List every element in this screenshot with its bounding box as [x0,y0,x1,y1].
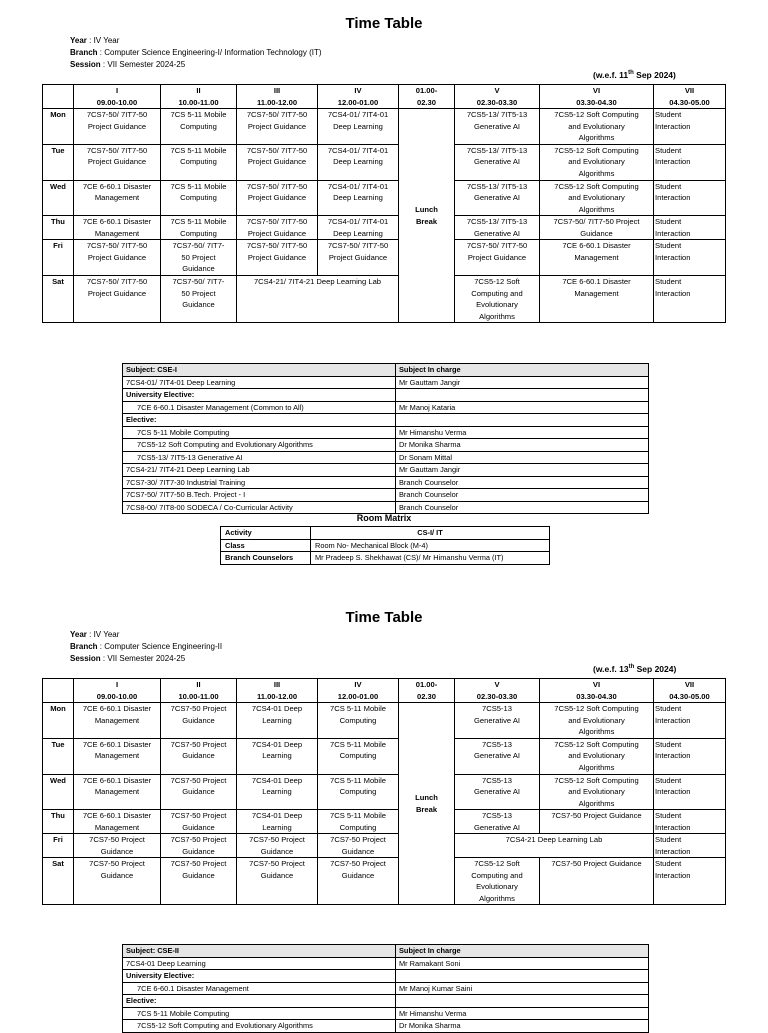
subject-name: 7CS 5-11 Mobile Computing [123,1007,396,1020]
subject-table-2 [122,944,649,1033]
period-cell: 7CS5-13 Generative AI [455,810,540,834]
subject-incharge: Dr Monika Sharma [396,439,649,452]
year-value: : IV Year [86,630,120,639]
subject-name: 7CS4-01/ 7IT4-01 Deep Learning [123,376,396,389]
subject-incharge [396,414,649,427]
subject-row [123,995,649,1008]
table-row [43,774,726,810]
period-cell: 7CE 6-60.1 Disaster Management [74,180,161,216]
subject-row [123,476,649,489]
subject-incharge: Mr Himanshu Verma [396,1007,649,1020]
period-header: VI 03.30-04.30 [540,679,654,703]
period-header: VI 03.30-04.30 [540,85,654,109]
period-cell: 7CS4-01/ 7IT4-01 Deep Learning [318,109,399,145]
subject-header-row [123,945,649,958]
subject-incharge: Dr Sonam Mittal [396,451,649,464]
subject-row [123,1020,649,1033]
period-cell: 7CS7-50 Project Guidance [161,738,237,774]
subject-row [123,451,649,464]
period-cell: 7CS5-12 Soft Computing and Evolutionary Algorithms [455,858,540,905]
table-row [43,810,726,834]
subject-incharge: Mr Gauttam Jangir [396,464,649,477]
period-cell: 7CS 5-11 Mobile Computing [318,774,399,810]
period-cell: 7CE 6-60.1 Disaster Management [540,240,654,276]
table-row [43,858,726,905]
subject-name: 7CS 5-11 Mobile Computing [123,426,396,439]
period-cell: 7CE 6-60.1 Disaster Management [74,216,161,240]
subject-row [123,501,649,514]
period-cell: 7CS7-50 Project Guidance [540,810,654,834]
period-cell: 7CS5-12 Soft Computing and Evolutionary Algorithms [540,774,654,810]
period-cell: 7CS 5-11 Mobile Computing [161,180,237,216]
subject-row [123,376,649,389]
table-row [43,109,726,145]
subject-name: University Elective: [123,389,396,402]
period-cell: 7CS7-50/ 7IT7-50 Project Guidance [237,240,318,276]
year-label: Year [70,36,87,45]
room-activity-value: CS-I/ IT [311,527,550,540]
subject-row [123,414,649,427]
period-cell: 7CS7-50/ 7IT7-50 Project Guidance [237,109,318,145]
session-label: Session [70,654,101,663]
table-row [43,180,726,216]
lunch-break-cell: Lunch Break [399,109,455,323]
period-cell: 7CS7-50/ 7IT7-50 Project Guidance [237,216,318,240]
period-header: VII 04.30-05.00 [654,85,726,109]
period-header: II 10.00-11.00 [161,679,237,703]
period-cell: 7CS7-50 Project Guidance [237,858,318,905]
page-title-1: Time Table [345,15,423,32]
period-cell: 7CS 5-11 Mobile Computing [318,703,399,739]
subject-incharge: Branch Counselor [396,489,649,502]
period-cell: 7CE 6-60.1 Disaster Management [74,774,161,810]
subject-name: 7CE 6-60.1 Disaster Management [123,982,396,995]
period-cell: 7CS7-50/ 7IT7-50 Project Guidance [74,109,161,145]
lab-cell: 7CS4-21/ 7IT4-21 Deep Learning Lab [237,276,399,323]
year-value: : IV Year [86,36,120,45]
period-header: IV 12.00-01.00 [318,85,399,109]
subject-column-header: Subject: CSE-II [123,945,396,958]
period-cell: 7CS7-50 Project Guidance [161,810,237,834]
branch-label: Branch [70,642,98,651]
period-cell: 7CE 6-60.1 Disaster Management [74,703,161,739]
day-cell: Tue [43,144,74,180]
room-activity-label: Activity [221,527,311,540]
period-cell: 7CS7-50/ 7IT7-50 Project Guidance [74,276,161,323]
student-interaction-cell: Student Interaction [654,216,726,240]
subject-incharge [396,995,649,1008]
subject-row [123,401,649,414]
day-cell: Thu [43,216,74,240]
subject-row [123,957,649,970]
period-cell: 7CS7-50/ 7IT7-50 Project Guidance [237,180,318,216]
timetable-2 [42,678,726,905]
day-cell: Wed [43,180,74,216]
timetable-1 [42,84,726,323]
student-interaction-cell: Student Interaction [654,276,726,323]
period-cell: 7CS4-01 Deep Learning [237,703,318,739]
period-cell: 7CS4-01 Deep Learning [237,774,318,810]
subject-name: 7CS5-12 Soft Computing and Evolutionary Algorithms [123,1020,396,1033]
day-cell: Mon [43,109,74,145]
period-header: VII 04.30-05.00 [654,679,726,703]
subject-row [123,489,649,502]
table-row [43,738,726,774]
table-row [43,703,726,739]
subject-table-1 [122,363,649,514]
period-cell: 7CS7-50 Project Guidance [318,834,399,858]
subject-incharge [396,389,649,402]
period-header: I 09.00-10.00 [74,679,161,703]
period-cell: 7CS5-12 Soft Computing and Evolutionary Algorithms [540,738,654,774]
period-cell: 7CS4-01 Deep Learning [237,738,318,774]
branch-label: Branch [70,48,98,57]
session-label: Session [70,60,101,69]
session-value: : VII Semester 2024-25 [100,654,186,663]
period-cell: 7CS5-12 Soft Computing and Evolutionary Algorithms [540,109,654,145]
room-counselor-value: Mr Pradeep S. Shekhawat (CS)/ Mr Himanshu Verma (IT) [311,552,550,565]
period-cell: 7CS 5-11 Mobile Computing [318,810,399,834]
period-cell: 7CS4-01/ 7IT4-01 Deep Learning [318,144,399,180]
student-interaction-cell: Student Interaction [654,144,726,180]
subject-row [123,389,649,402]
subject-name: 7CS8-00/ 7IT8-00 SODECA / Co-Curricular Activity [123,501,396,514]
period-header: II 10.00-11.00 [161,85,237,109]
period-cell: 7CS7-50/ 7IT7-50 Project Guidance [455,240,540,276]
period-cell: 7CS4-01/ 7IT4-01 Deep Learning [318,180,399,216]
student-interaction-cell: Student Interaction [654,834,726,858]
period-cell: 7CS7-50/ 7IT7-50 Project Guidance [237,144,318,180]
period-cell: 7CS7-50 Project Guidance [161,834,237,858]
period-cell: 7CS 5-11 Mobile Computing [161,144,237,180]
period-cell: 7CS7-50 Project Guidance [161,858,237,905]
period-cell: 7CS7-50/ 7IT7- 50 Project Guidance [161,240,237,276]
subject-row [123,982,649,995]
subject-row [123,439,649,452]
period-header: 01.00- 02.30 [399,85,455,109]
table-row [43,216,726,240]
subject-incharge: Mr Manoj Kataria [396,401,649,414]
subject-name: Elective: [123,995,396,1008]
period-cell: 7CS 5-11 Mobile Computing [161,109,237,145]
subject-incharge: Dr Monika Sharma [396,1020,649,1033]
branch-value: : Computer Science Engineering-II [97,642,223,651]
room-counselor-label: Branch Counselors [221,552,311,565]
corner-cell [43,85,74,109]
day-cell: Fri [43,834,74,858]
period-cell: 7CS7-50 Project Guidance [540,858,654,905]
period-cell: 7CS7-50/ 7IT7- 50 Project Guidance [161,276,237,323]
room-matrix-table [220,526,550,565]
corner-cell [43,679,74,703]
period-cell: 7CS7-50 Project Guidance [161,774,237,810]
period-cell: 7CS4-01/ 7IT4-01 Deep Learning [318,216,399,240]
subject-incharge: Branch Counselor [396,501,649,514]
period-cell: 7CS5-13 Generative AI [455,774,540,810]
effective-date-2: (w.e.f. 13th Sep 2024) [593,664,677,674]
period-cell: 7CS7-50/ 7IT7-50 Project Guidance [74,144,161,180]
lab-cell: 7CS4-21 Deep Learning Lab [455,834,654,858]
subject-incharge [396,970,649,983]
header-info-2 [70,629,222,665]
student-interaction-cell: Student Interaction [654,240,726,276]
period-header-row [43,85,726,109]
period-header: I 09.00-10.00 [74,85,161,109]
period-cell: 7CS5-12 Soft Computing and Evolutionary Algorithms [540,144,654,180]
student-interaction-cell: Student Interaction [654,810,726,834]
subject-name: Elective: [123,414,396,427]
period-cell: 7CS7-50/ 7IT7-50 Project Guidance [318,240,399,276]
period-cell: 7CS 5-11 Mobile Computing [161,216,237,240]
room-matrix-title: Room Matrix [356,513,412,523]
day-cell: Mon [43,703,74,739]
table-row [43,834,726,858]
subject-incharge: Mr Himanshu Verma [396,426,649,439]
day-cell: Tue [43,738,74,774]
subject-column-header: Subject: CSE-I [123,364,396,377]
period-cell: 7CE 6-60.1 Disaster Management [540,276,654,323]
day-cell: Sat [43,858,74,905]
period-cell: 7CS7-50 Project Guidance [161,703,237,739]
subject-name: 7CE 6-60.1 Disaster Management (Common to All) [123,401,396,414]
subject-name: 7CS5-12 Soft Computing and Evolutionary Algorithms [123,439,396,452]
subject-name: 7CS7-50/ 7IT7-50 B.Tech. Project - I [123,489,396,502]
table-row [43,276,726,323]
subject-name: 7CS4-01 Deep Learning [123,957,396,970]
student-interaction-cell: Student Interaction [654,774,726,810]
period-header: V 02.30-03.30 [455,85,540,109]
subject-incharge: Branch Counselor [396,476,649,489]
student-interaction-cell: Student Interaction [654,858,726,905]
period-cell: 7CS7-50 Project Guidance [74,858,161,905]
page-title-2: Time Table [345,609,423,626]
period-header: III 11.00-12.00 [237,679,318,703]
period-cell: 7CS7-50 Project Guidance [237,834,318,858]
period-cell: 7CS5-13/ 7IT5-13 Generative AI [455,144,540,180]
period-cell: 7CS5-12 Soft Computing and Evolutionary Algorithms [455,276,540,323]
subject-name: 7CS4-21/ 7IT4-21 Deep Learning Lab [123,464,396,477]
table-row [43,240,726,276]
table-row [43,144,726,180]
period-cell: 7CE 6-60.1 Disaster Management [74,738,161,774]
room-class-value: Room No- Mechanical Block (M-4) [311,539,550,552]
period-cell: 7CS5-13/ 7IT5-13 Generative AI [455,109,540,145]
student-interaction-cell: Student Interaction [654,703,726,739]
period-header-row [43,679,726,703]
subject-name: University Elective: [123,970,396,983]
lunch-break-cell: Lunch Break [399,703,455,905]
period-header: III 11.00-12.00 [237,85,318,109]
day-cell: Sat [43,276,74,323]
period-cell: 7CS5-13/ 7IT5-13 Generative AI [455,180,540,216]
student-interaction-cell: Student Interaction [654,738,726,774]
incharge-column-header: Subject In charge [396,364,649,377]
period-cell: 7CE 6-60.1 Disaster Management [74,810,161,834]
period-cell: 7CS5-13/ 7IT5-13 Generative AI [455,216,540,240]
period-header: IV 12.00-01.00 [318,679,399,703]
period-cell: 7CS7-50/ 7IT7-50 Project Guidance [540,216,654,240]
day-cell: Fri [43,240,74,276]
subject-incharge: Mr Gauttam Jangir [396,376,649,389]
subject-row [123,464,649,477]
effective-date-1: (w.e.f. 11th Sep 2024) [593,70,676,80]
period-header: 01.00- 02.30 [399,679,455,703]
incharge-column-header: Subject In charge [396,945,649,958]
header-info-1 [70,35,322,71]
subject-name: 7CS5-13/ 7IT5-13 Generative AI [123,451,396,464]
subject-row [123,970,649,983]
subject-row [123,426,649,439]
period-cell: 7CS7-50/ 7IT7-50 Project Guidance [74,240,161,276]
session-value: : VII Semester 2024-25 [100,60,186,69]
subject-name: 7CS7-30/ 7IT7-30 Industrial Training [123,476,396,489]
day-cell: Thu [43,810,74,834]
subject-incharge: Mr Manoj Kumar Saini [396,982,649,995]
period-cell: 7CS5-13 Generative AI [455,738,540,774]
room-class-label: Class [221,539,311,552]
period-cell: 7CS5-12 Soft Computing and Evolutionary Algorithms [540,180,654,216]
period-cell: 7CS7-50 Project Guidance [318,858,399,905]
subject-row [123,1007,649,1020]
year-label: Year [70,630,87,639]
subject-header-row [123,364,649,377]
subject-incharge: Mr Ramakant Soni [396,957,649,970]
student-interaction-cell: Student Interaction [654,109,726,145]
branch-value: : Computer Science Engineering-I/ Information Technology (IT) [97,48,322,57]
period-cell: 7CS 5-11 Mobile Computing [318,738,399,774]
period-header: V 02.30-03.30 [455,679,540,703]
period-cell: 7CS5-12 Soft Computing and Evolutionary Algorithms [540,703,654,739]
period-cell: 7CS5-13 Generative AI [455,703,540,739]
period-cell: 7CS4-01 Deep Learning [237,810,318,834]
student-interaction-cell: Student Interaction [654,180,726,216]
day-cell: Wed [43,774,74,810]
period-cell: 7CS7-50 Project Guidance [74,834,161,858]
